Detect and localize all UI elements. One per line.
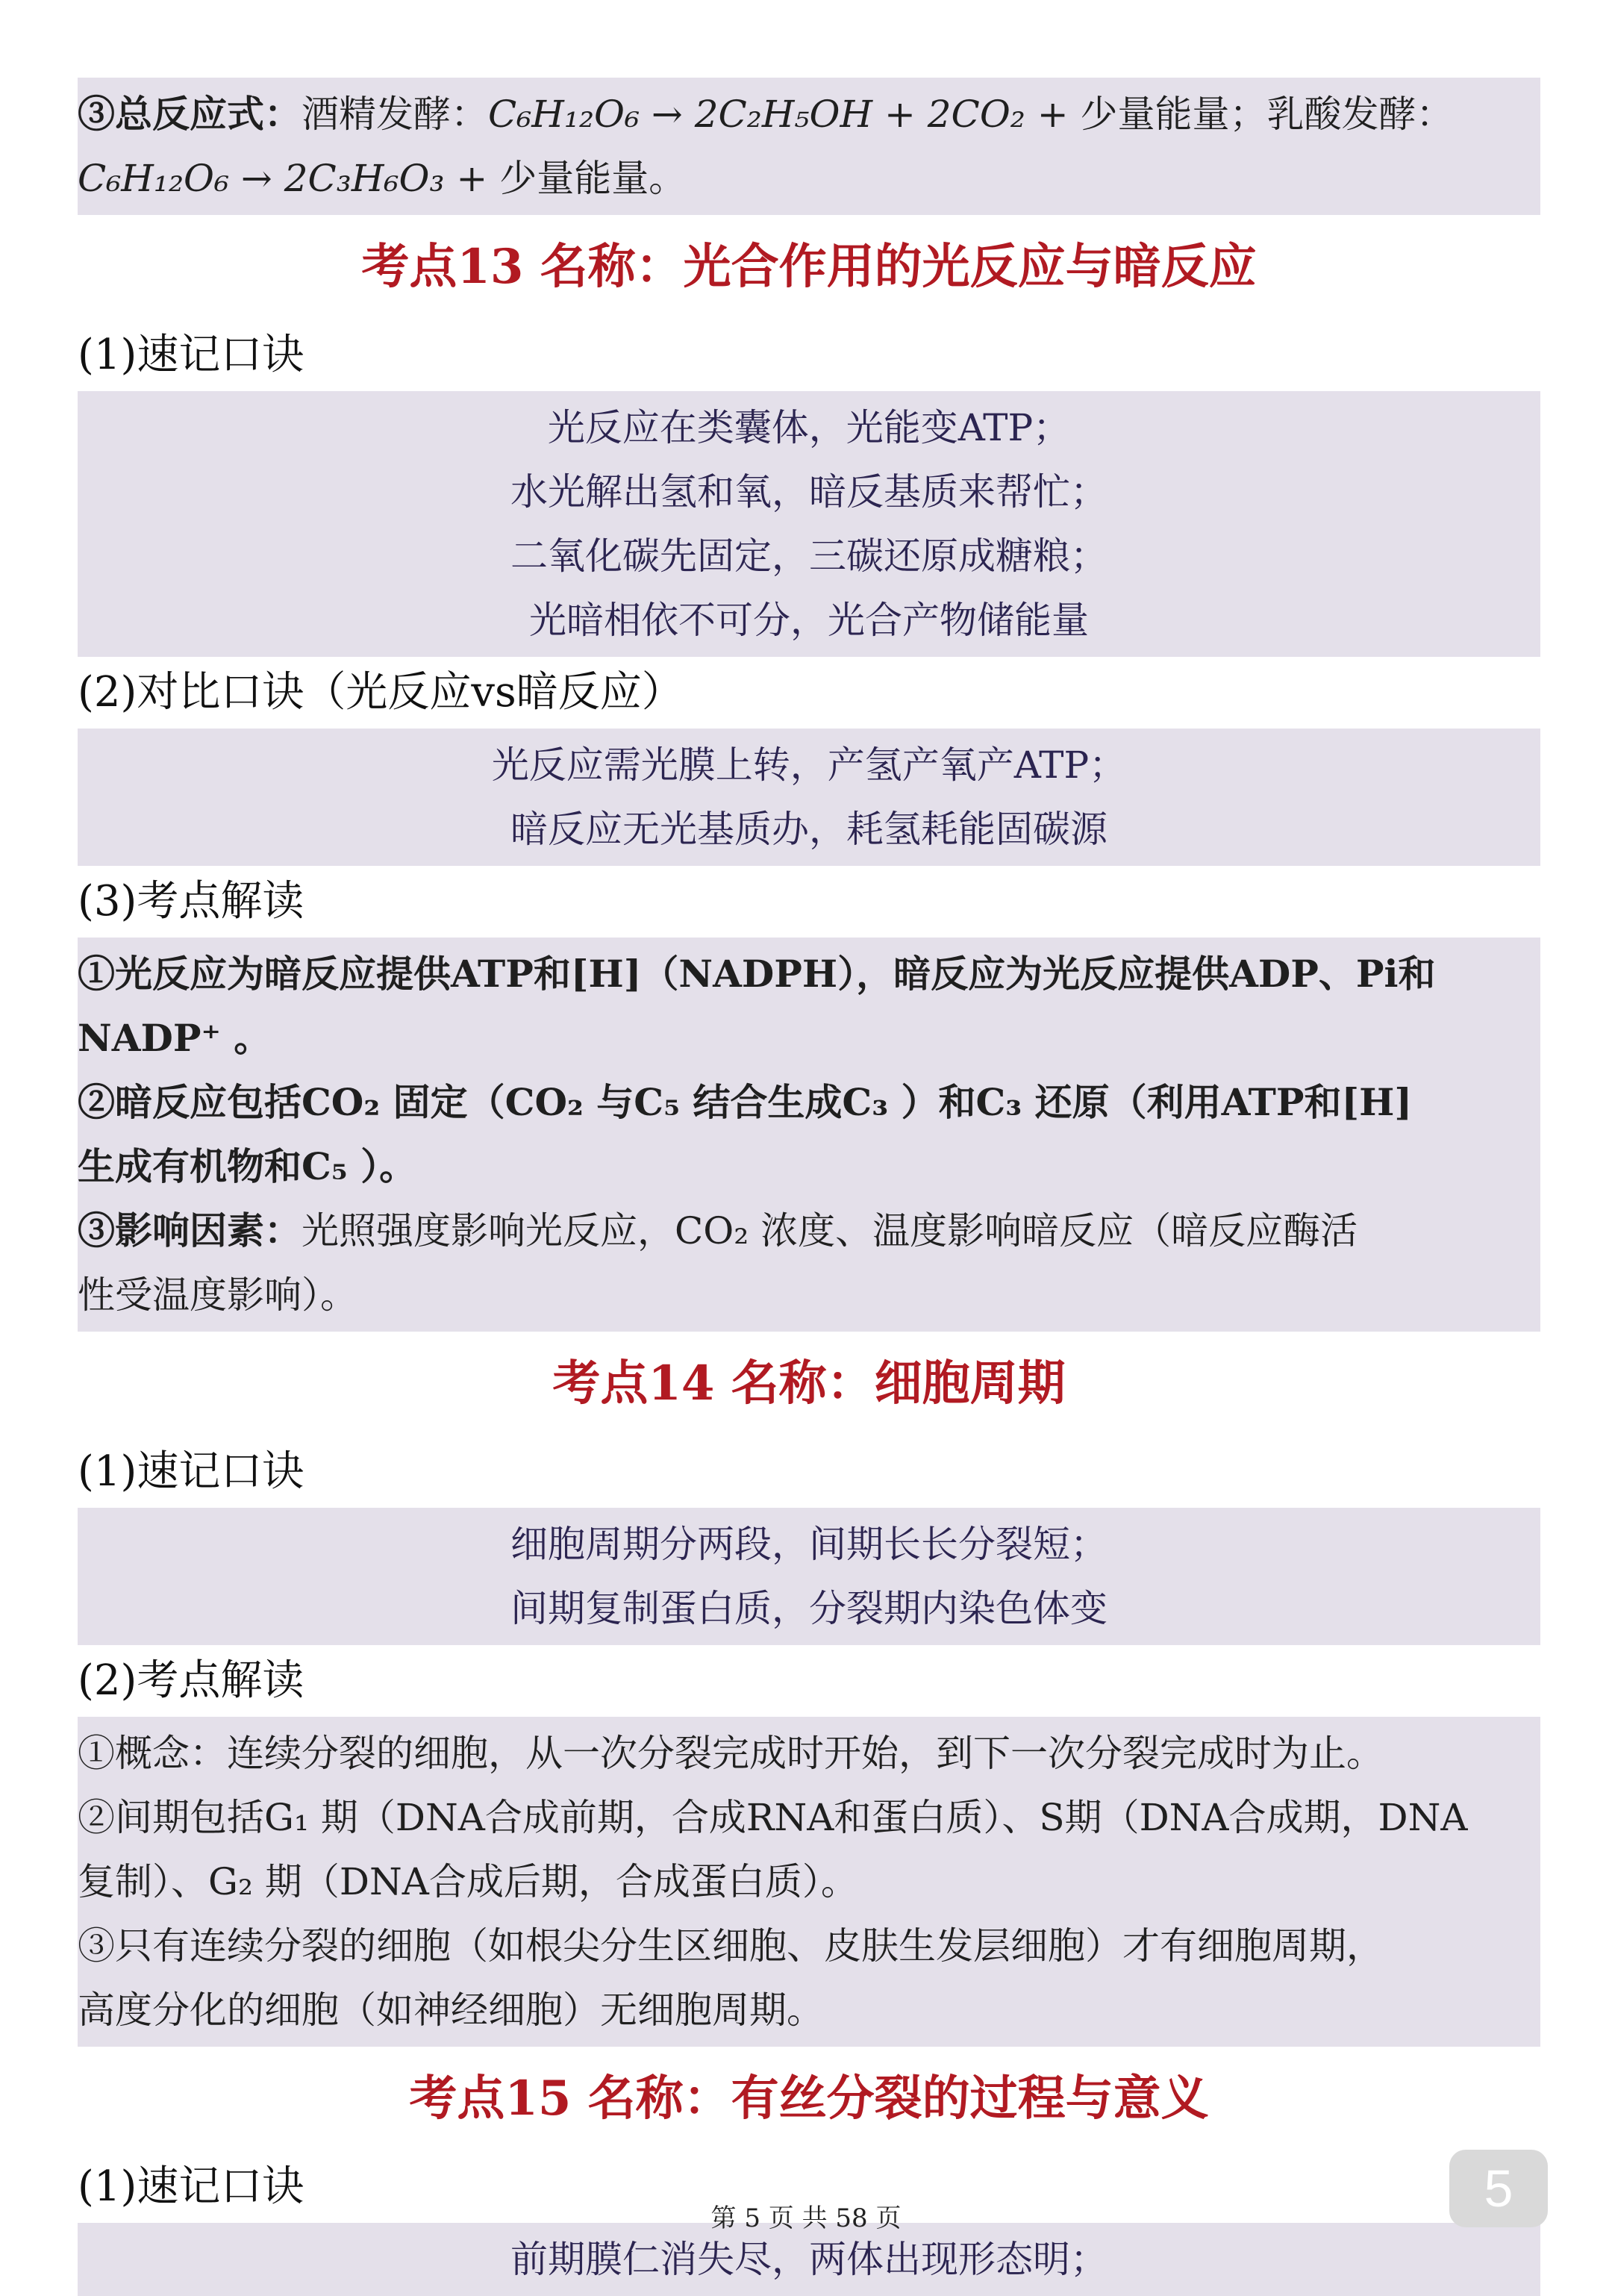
section-13-sub-compare: (2)对比口诀（光反应vs暗反应） xyxy=(78,668,684,717)
page-number-badge: 5 xyxy=(1449,2150,1548,2227)
poem-line: 间期复制蛋白质，分裂期内染色体变 xyxy=(510,1587,1108,1630)
section-13-mnemonic-box xyxy=(78,391,1540,657)
point-line: ③只有连续分裂的细胞（如根尖分生区细胞、皮肤生发层细胞）才有细胞周期， xyxy=(78,1924,1384,1968)
factors-label: ③影响因素： xyxy=(78,1208,302,1252)
poem-line: 水光解出氢和氧，暗反基质来帮忙； xyxy=(510,470,1108,514)
poem-line: 光反应需光膜上转，产氢产氧产ATP； xyxy=(491,743,1127,787)
alcohol-fermentation-label: 酒精发酵： xyxy=(302,93,488,136)
equation-line-1 xyxy=(78,82,1540,146)
alcohol-equation: C₆H₁₂O₆ → 2C₂H₅OH + 2CO₂ xyxy=(488,93,1025,136)
factors-text: 光照强度影响光反应，CO₂ 浓度、温度影响暗反应（暗反应酶活 xyxy=(302,1209,1358,1252)
lactic-equation-tail: + 少量能量。 xyxy=(444,157,687,200)
section-15-sub-mnemonic: (1)速记口诀 xyxy=(78,2162,304,2211)
section-14-sub-mnemonic: (1)速记口诀 xyxy=(78,1447,304,1496)
poem-line: 光反应在类囊体，光能变ATP； xyxy=(547,406,1071,449)
point-line: ①光反应为暗反应提供ATP和[H]（NADPH），暗反应为光反应提供ADP、Pi和 xyxy=(78,952,1436,996)
poem-line: 二氧化碳先固定，三碳还原成糖粮； xyxy=(510,534,1108,578)
section-13-compare-box xyxy=(78,729,1540,866)
lactic-fermentation-label: + 少量能量；乳酸发酵： xyxy=(1025,93,1454,136)
equation-line-2 xyxy=(78,146,1540,210)
section-13-sub-mnemonic: (1)速记口诀 xyxy=(78,331,304,379)
section-13-heading: 考点13 名称：光合作用的光反应与暗反应 xyxy=(361,239,1257,295)
point-line: 复制）、G₂ 期（DNA合成后期，合成蛋白质）。 xyxy=(78,1860,858,1903)
poem-line: 前期膜仁消失尽，两体出现形态明； xyxy=(510,2238,1108,2281)
section-13-points-box xyxy=(78,938,1540,1332)
section-14-mnemonic-box xyxy=(78,1508,1540,1645)
point-line: ②间期包括G₁ 期（DNA合成前期，合成RNA和蛋白质）、S期（DNA合成期，DNA xyxy=(78,1796,1468,1839)
page-footer: 第 5 页 共 58 页 xyxy=(710,2203,902,2233)
equation-label: ③总反应式： xyxy=(78,92,302,136)
point-line: NADP⁺ 。 xyxy=(78,1016,272,1060)
section-14-sub-points: (2)考点解读 xyxy=(78,1656,304,1705)
reaction-equation-box xyxy=(78,78,1540,215)
point-line xyxy=(78,1199,1540,1263)
section-15-heading: 考点15 名称：有丝分裂的过程与意义 xyxy=(409,2071,1209,2127)
point-line: 高度分化的细胞（如神经细胞）无细胞周期。 xyxy=(78,1988,824,2032)
point-line: 性受温度影响）。 xyxy=(78,1273,357,1317)
point-line: ②暗反应包括CO₂ 固定（CO₂ 与C₅ 结合生成C₃ ）和C₃ 还原（利用ATP和[H] xyxy=(78,1080,1413,1124)
poem-line: 细胞周期分两段，间期长长分裂短； xyxy=(510,1523,1108,1566)
poem-line: 光暗相依不可分，光合产物储能量 xyxy=(529,599,1089,642)
point-line: ①概念：连续分裂的细胞，从一次分裂完成时开始，到下一次分裂完成时为止。 xyxy=(78,1732,1384,1775)
page-content xyxy=(78,78,1540,2296)
poem-line: 暗反应无光基质办，耗氢耗能固碳源 xyxy=(510,808,1108,851)
section-13-sub-points: (3)考点解读 xyxy=(78,877,304,926)
section-14-points-box xyxy=(78,1717,1540,2047)
point-line: 生成有机物和C₅ ）。 xyxy=(78,1144,417,1188)
lactic-equation: C₆H₁₂O₆ → 2C₃H₆O₃ xyxy=(78,157,445,200)
section-14-heading: 考点14 名称：细胞周期 xyxy=(552,1356,1066,1411)
